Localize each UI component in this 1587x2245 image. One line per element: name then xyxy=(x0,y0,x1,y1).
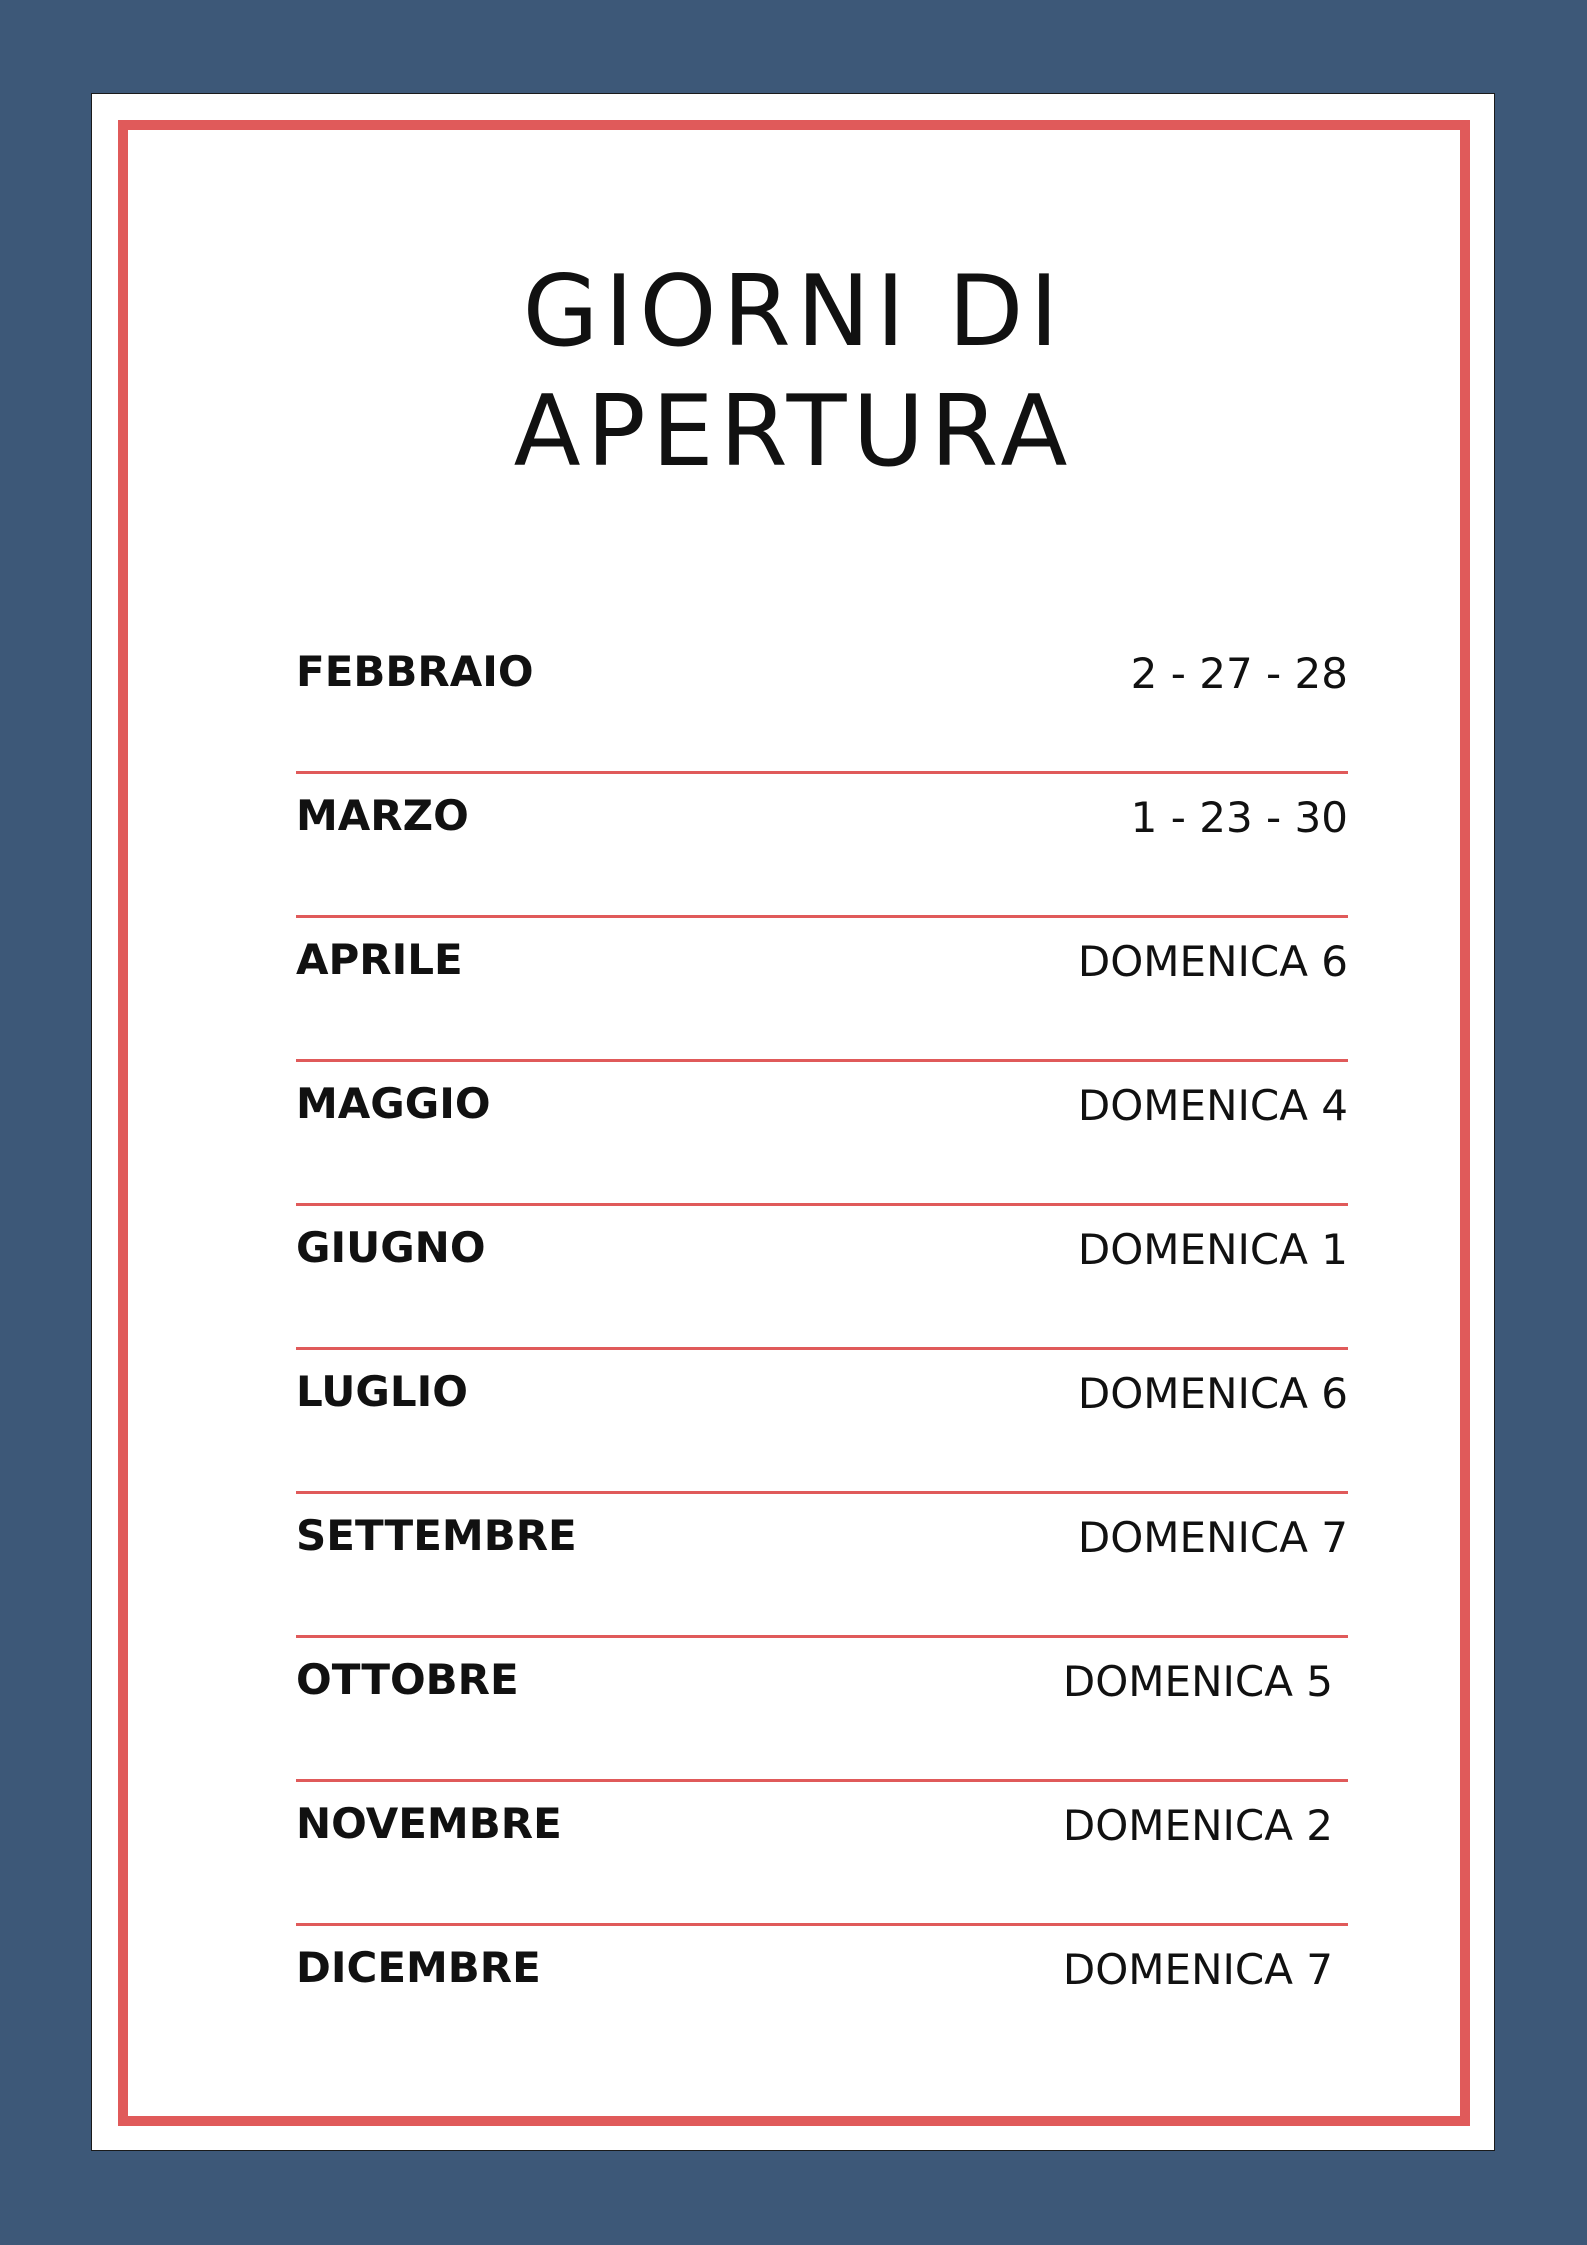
schedule-row-novembre xyxy=(296,1782,1348,1926)
days-value: DOMENICA 6 xyxy=(1077,937,1348,986)
month-label: GIUGNO xyxy=(296,1223,486,1272)
schedule-row-febbraio xyxy=(296,630,1348,774)
days-value: DOMENICA 2 xyxy=(1062,1801,1333,1850)
title-line-1: GIORNI DI xyxy=(522,255,1065,369)
days-value: 2 - 27 - 28 xyxy=(1130,649,1348,698)
schedule-row-marzo xyxy=(296,774,1348,918)
month-label: MAGGIO xyxy=(296,1079,491,1128)
schedule-row-dicembre xyxy=(296,1926,1348,2070)
month-label: APRILE xyxy=(296,935,463,984)
title-line-2: APERTURA xyxy=(513,375,1074,489)
schedule-row-giugno xyxy=(296,1206,1348,1350)
days-value: DOMENICA 6 xyxy=(1077,1369,1348,1418)
month-label: OTTOBRE xyxy=(296,1655,519,1704)
schedule-row-ottobre xyxy=(296,1638,1348,1782)
schedule-row-maggio xyxy=(296,1062,1348,1206)
schedule-row-settembre xyxy=(296,1494,1348,1638)
days-value: DOMENICA 4 xyxy=(1077,1081,1348,1130)
schedule-row-luglio xyxy=(296,1350,1348,1494)
month-label: MARZO xyxy=(296,791,469,840)
schedule-row-aprile xyxy=(296,918,1348,1062)
days-value: DOMENICA 5 xyxy=(1062,1657,1333,1706)
days-value: DOMENICA 7 xyxy=(1062,1945,1333,1994)
page-title xyxy=(0,252,1587,492)
opening-days-list xyxy=(296,630,1348,2070)
month-label: NOVEMBRE xyxy=(296,1799,562,1848)
month-label: SETTEMBRE xyxy=(296,1511,577,1560)
month-label: FEBBRAIO xyxy=(296,647,534,696)
days-value: DOMENICA 7 xyxy=(1077,1513,1348,1562)
days-value: DOMENICA 1 xyxy=(1077,1225,1348,1274)
days-value: 1 - 23 - 30 xyxy=(1130,793,1348,842)
month-label: LUGLIO xyxy=(296,1367,468,1416)
month-label: DICEMBRE xyxy=(296,1943,541,1992)
